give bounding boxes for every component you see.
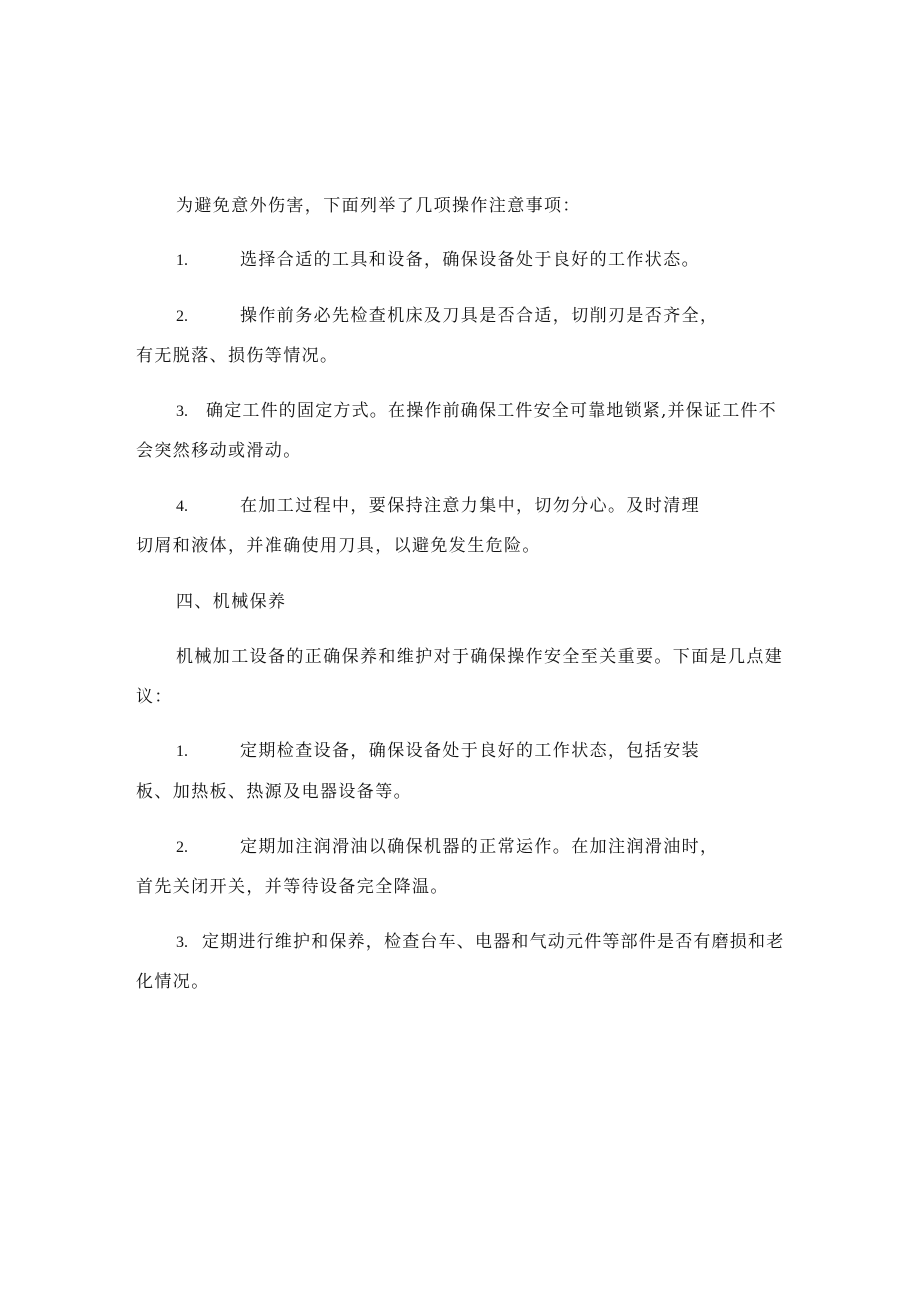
precaution-3-line-1: 确定工件的固定方式。在操作前确保工件安全可靠地锁紧,并保证工件不 xyxy=(206,401,777,421)
precaution-1-line-1: 选择合适的工具和设备，确保设备处于良好的工作状态。 xyxy=(240,250,700,270)
maintenance-1-line-2: 板、加热板、热源及电器设备等。 xyxy=(136,782,412,802)
precaution-1-number: 1. xyxy=(176,252,188,269)
maintenance-1-number: 1. xyxy=(176,743,188,760)
precaution-4-line-2: 切屑和液体，并准确使用刀具，以避免发生危险。 xyxy=(136,536,541,556)
maintenance-1-line-1: 定期检查设备，确保设备处于良好的工作状态，包括安装 xyxy=(240,741,700,761)
precaution-3-line-2: 会突然移动或滑动。 xyxy=(136,441,302,461)
precaution-4-number: 4. xyxy=(176,498,188,515)
precaution-2-number: 2. xyxy=(176,308,188,325)
maintenance-3-number: 3. xyxy=(176,934,188,951)
maintenance-3-line-1: 定期进行维护和保养，检查台车、电器和气动元件等部件是否有磨损和老 xyxy=(202,932,785,952)
maintenance-intro-line-2: 议： xyxy=(136,687,173,707)
section-heading: 四、机械保养 xyxy=(176,592,287,612)
precaution-2-line-1: 操作前务必先检查机床及刀具是否合适，切削刃是否齐全， xyxy=(240,306,719,326)
maintenance-2-number: 2. xyxy=(176,839,188,856)
maintenance-3-line-2: 化情况。 xyxy=(136,972,210,992)
precaution-2-line-2: 有无脱落、损伤等情况。 xyxy=(136,346,339,366)
maintenance-2-line-2: 首先关闭开关，并等待设备完全降温。 xyxy=(136,877,449,897)
maintenance-intro-line-1: 机械加工设备的正确保养和维护对于确保操作安全至关重要。下面是几点建 xyxy=(176,647,784,667)
intro-paragraph: 为避免意外伤害，下面列举了几项操作注意事项： xyxy=(176,196,581,216)
precaution-3-number: 3. xyxy=(176,403,188,420)
maintenance-2-line-1: 定期加注润滑油以确保机器的正常运作。在加注润滑油时， xyxy=(240,837,719,857)
precaution-4-line-1: 在加工过程中，要保持注意力集中，切勿分心。及时清理 xyxy=(240,496,700,516)
